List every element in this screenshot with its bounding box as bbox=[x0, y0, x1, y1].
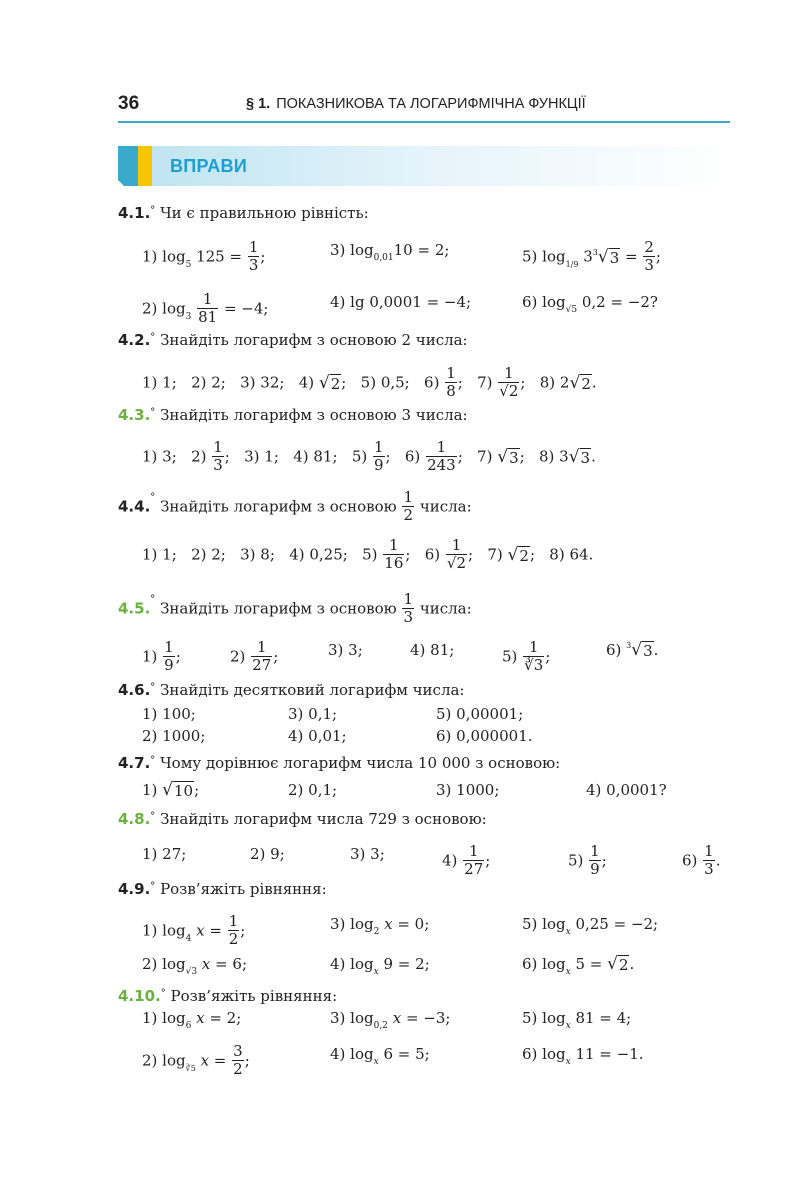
item: 1) $\frac{1}{9}$ ; bbox=[142, 638, 181, 674]
problem-4-7: 4.7.° Чому дорівнює логарифм числа 10 000 з основою: bbox=[118, 754, 561, 772]
problem-4-9: 4.9.° Розв’яжіть рівняння: bbox=[118, 880, 327, 898]
item: 3) 3; bbox=[350, 845, 385, 863]
item: 2) $\log_{∛5} x$ = $\frac{3}{2}$ ; bbox=[142, 1042, 250, 1078]
problem-number: 4.7. bbox=[118, 754, 151, 772]
item: 5) $\log_x 81 = 4$; bbox=[522, 1009, 632, 1031]
problem-number: 4.6. bbox=[118, 681, 151, 699]
item: 3) 0,1; bbox=[288, 705, 338, 723]
problem-text: Чи є правильною рівність: bbox=[160, 204, 369, 222]
problem-4-5: 4.5.° Знайдіть логарифм з основою $\frac{1}{3}$ числа: bbox=[118, 590, 472, 626]
item: 3) $\log_{0,01}10 = 2$; bbox=[330, 241, 450, 263]
problem-text-end: числа: bbox=[419, 599, 472, 618]
item: 1) 100; bbox=[142, 705, 196, 723]
banner-tab-icon bbox=[118, 146, 152, 186]
item: 2) $\log_3$ $\frac{1}{81}$ = −4; bbox=[142, 290, 269, 326]
item: 2) 1000; bbox=[142, 727, 206, 745]
item: 6) $\frac{1}{3}$ . bbox=[682, 842, 721, 878]
item: 4) $\frac{1}{27}$ ; bbox=[442, 842, 491, 878]
section-title bbox=[246, 96, 586, 112]
item: 5) 0,00001; bbox=[436, 705, 524, 723]
problem-4-10: 4.10.° Розв’яжіть рівняння: bbox=[118, 987, 338, 1005]
problem-text: Знайдіть логарифм з основою 3 числа: bbox=[160, 406, 468, 424]
problem-number: 4.9. bbox=[118, 880, 151, 898]
problem-number: 4.4. bbox=[118, 497, 151, 516]
item: 3) $\log_2 x = 0$; bbox=[330, 915, 430, 937]
item: 1) √10; bbox=[142, 780, 200, 800]
problem-4-4: 4.4.° Знайдіть логарифм з основою $\frac{1}{2}$ числа: bbox=[118, 488, 472, 524]
problem-text: Знайдіть логарифм з основою bbox=[160, 497, 397, 516]
item: 5) $\log_{1/9} 3^3√3$ = $\frac{2}{3}$ ; bbox=[522, 238, 661, 274]
item: 2) 0,1; bbox=[288, 781, 338, 799]
problem-text: Чому дорівнює логарифм числа 10 000 з основою: bbox=[160, 754, 561, 772]
header-rule bbox=[118, 121, 730, 123]
item: 1) 1; 2) 2; 3) 8; 4) 0,25; 5) $\frac{1}{16}$ ; 6) $\frac{1}{√2}$ ; 7) √2; 8) 64. bbox=[142, 536, 594, 572]
item: 1) 27; bbox=[142, 845, 187, 863]
item: 6) 0,000001. bbox=[436, 727, 533, 745]
item: 2) $\frac{1}{27}$ ; bbox=[230, 638, 279, 674]
problem-4-1: 4.1.° Чи є правильною рівність: bbox=[118, 204, 369, 222]
section-sign: § 1. bbox=[246, 96, 271, 112]
item: 3) $\log_{0,2} x = -3$; bbox=[330, 1009, 451, 1031]
section-title-text: ПОКАЗНИКОВА ТА ЛОГАРИФМІЧНА ФУНКЦІЇ bbox=[276, 96, 586, 112]
item: 4) lg 0,0001 = −4; bbox=[330, 293, 472, 311]
problem-text: Розв’яжіть рівняння: bbox=[170, 987, 338, 1005]
problem-number: 4.2. bbox=[118, 331, 151, 349]
item: 4) 0,0001? bbox=[586, 781, 667, 799]
problem-4-6: 4.6.° Знайдіть десятковий логарифм числа: bbox=[118, 681, 465, 699]
item: 6) $^3$√3. bbox=[606, 640, 659, 660]
item: 2) 9; bbox=[250, 845, 285, 863]
problem-text: Знайдіть десятковий логарифм числа: bbox=[160, 681, 465, 699]
problem-4-8: 4.8.° Знайдіть логарифм числа 729 з основою: bbox=[118, 810, 487, 828]
banner-label: ВПРАВИ bbox=[170, 156, 248, 176]
item: 5) $\frac{1}{9}$ ; bbox=[568, 842, 607, 878]
item: 6) $\log_x 5 = √2$. bbox=[522, 954, 635, 977]
item: 5) $\log_x 0,25 = -2$; bbox=[522, 915, 659, 937]
item: 1) 1; 2) 2; 3) 32; 4) √2; 5) 0,5; 6) $\frac{1}{8}$ ; 7) $\frac{1}{√2}$ ; 8) 2√2. bbox=[142, 364, 597, 400]
problem-number: 4.10. bbox=[118, 987, 161, 1005]
problem-4-2: 4.2.° Знайдіть логарифм з основою 2 числа: bbox=[118, 331, 468, 349]
item: 4) $\log_x 6 = 5$; bbox=[330, 1045, 430, 1067]
item: 1) 3; 2) $\frac{1}{3}$ ; 3) 1; 4) 81; 5) $\frac{1}{9}$ ; 6) $\frac{1}{243}$ ; 7) √3; 8) 3√3. bbox=[142, 438, 596, 474]
item: 4) $\log_x 9 = 2$; bbox=[330, 955, 430, 977]
problem-text: Знайдіть логарифм з основою bbox=[160, 599, 397, 618]
item: 1) $\log_5 125$ = $\frac{1}{3}$ ; bbox=[142, 238, 266, 274]
problem-number: 4.8. bbox=[118, 810, 151, 828]
problem-number: 4.1. bbox=[118, 204, 151, 222]
item: 1) $\log_4 x$ = $\frac{1}{2}$ ; bbox=[142, 912, 246, 948]
item: 1) $\log_6 x = 2$; bbox=[142, 1009, 242, 1031]
item: 4) 0,01; bbox=[288, 727, 347, 745]
item: 6) $\log_{√5} 0,2 = -2$? bbox=[522, 293, 658, 315]
item: 3) 1000; bbox=[436, 781, 500, 799]
item: 6) $\log_x 11 = -1$. bbox=[522, 1045, 644, 1067]
problem-4-3: 4.3.° Знайдіть логарифм з основою 3 числа: bbox=[118, 406, 468, 424]
item: 3) 3; bbox=[328, 641, 363, 659]
item: 4) 81; bbox=[410, 641, 455, 659]
exercises-banner bbox=[118, 146, 730, 186]
problem-text-end: числа: bbox=[419, 497, 472, 516]
page-number: 36 bbox=[118, 93, 140, 114]
problem-text: Знайдіть логарифм з основою 2 числа: bbox=[160, 331, 468, 349]
problem-text: Знайдіть логарифм числа 729 з основою: bbox=[160, 810, 487, 828]
problem-number: 4.3. bbox=[118, 406, 151, 424]
item: 5) $\frac{1}{∛3}$ ; bbox=[502, 638, 551, 674]
item: 2) $\log_{√3} x = 6$; bbox=[142, 955, 248, 977]
problem-text: Розв’яжіть рівняння: bbox=[160, 880, 327, 898]
problem-number: 4.5. bbox=[118, 599, 151, 618]
